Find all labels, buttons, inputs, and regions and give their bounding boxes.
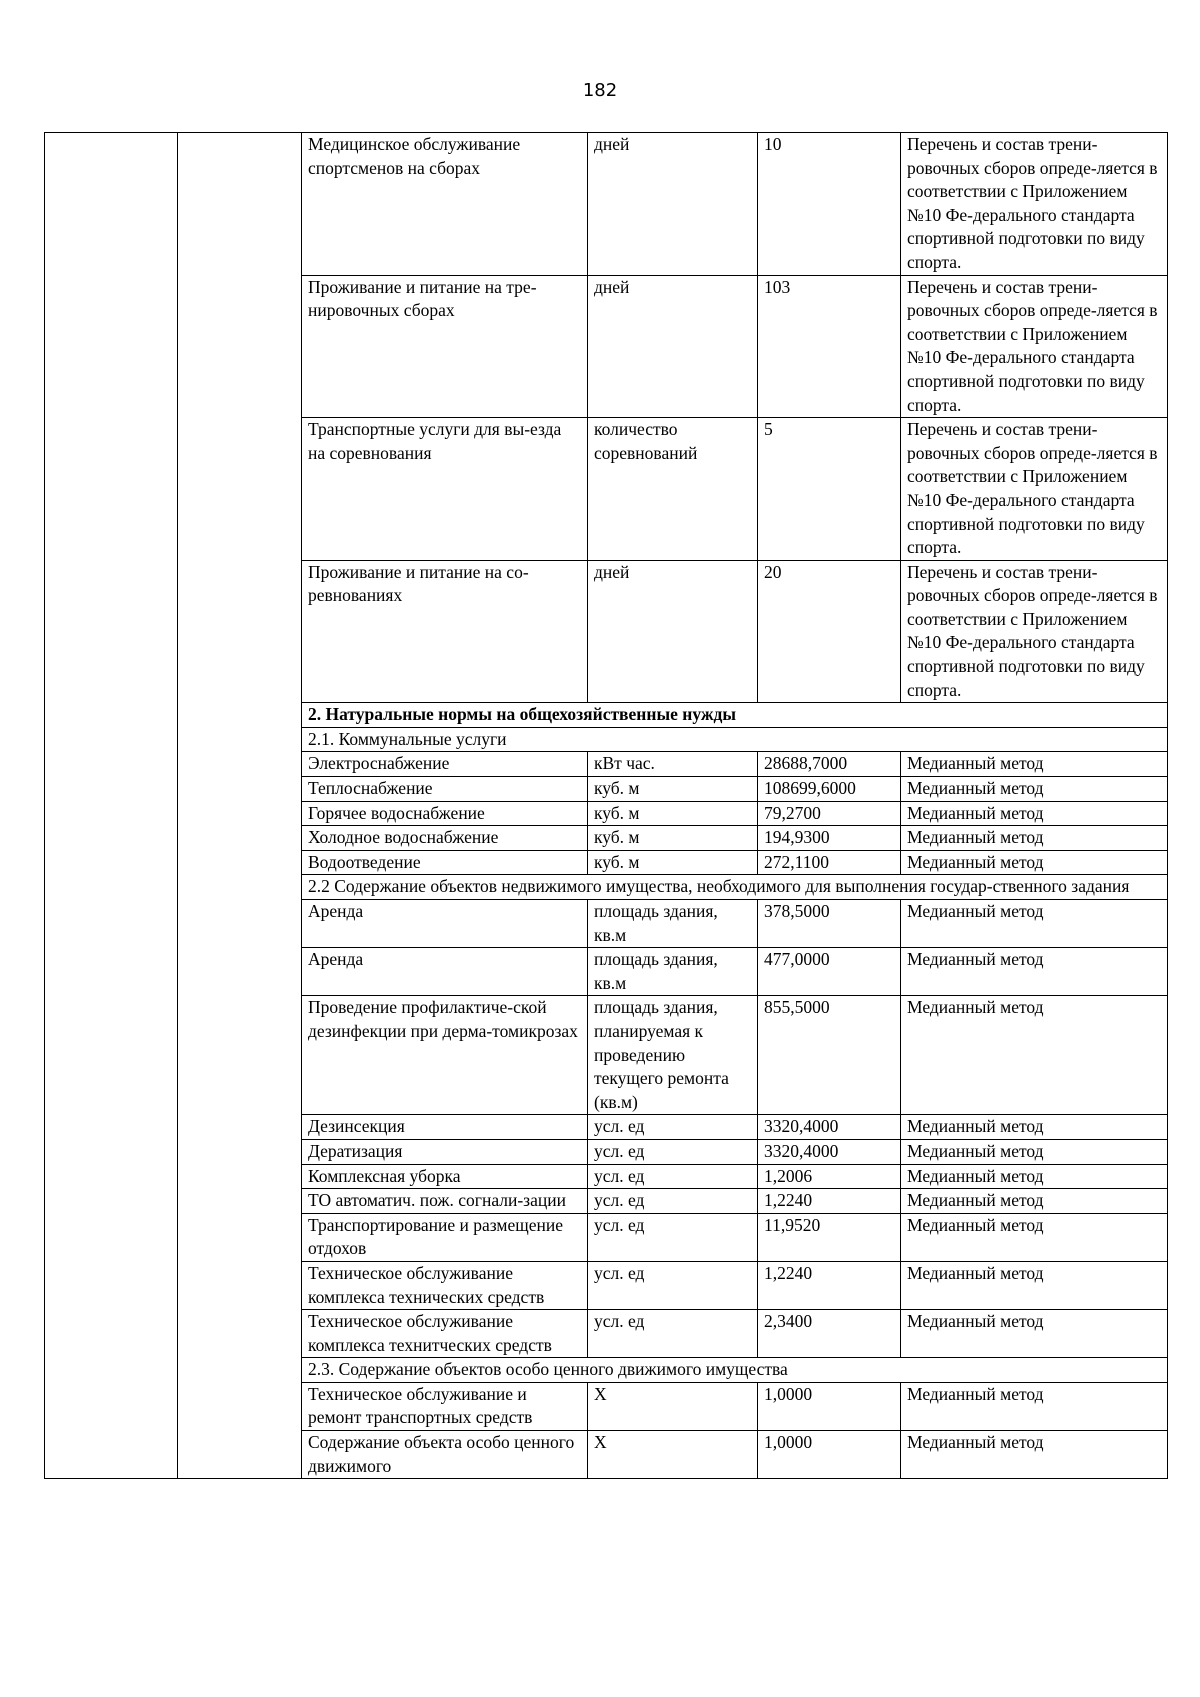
row-method: Медианный метод [901,948,1168,996]
row-unit: дней [588,133,758,276]
row-unit: площадь здания, планируемая к проведению текущего ремонта (кв.м) [588,996,758,1115]
row-unit: куб. м [588,801,758,826]
row-unit: площадь здания, кв.м [588,948,758,996]
row-value: 3320,4000 [758,1139,901,1164]
row-value: 1,0000 [758,1382,901,1430]
row-value: 1,2240 [758,1189,901,1214]
row-method: Медианный метод [901,826,1168,851]
row-unit: усл. ед [588,1139,758,1164]
row-unit: усл. ед [588,1213,758,1261]
row-name: Аренда [302,948,588,996]
row-method: Медианный метод [901,850,1168,875]
row-value: 108699,6000 [758,777,901,802]
row-unit: усл. ед [588,1310,758,1358]
row-name: ТО автоматич. пож. согнали-зации [302,1189,588,1214]
row-name: Проведение профилактиче-ской дезинфекции при дерма-томикрозах [302,996,588,1115]
row-method: Медианный метод [901,1261,1168,1309]
row-value: 2,3400 [758,1310,901,1358]
row-method: Медианный метод [901,801,1168,826]
row-unit: количество соревнований [588,418,758,561]
row-value: 272,1100 [758,850,901,875]
left-margin-cell [45,133,178,1479]
row-method: Медианный метод [901,1115,1168,1140]
subsection-2-1-title: 2.1. Коммунальные услуги [302,727,1168,752]
row-value: 11,9520 [758,1213,901,1261]
row-method: Медианный метод [901,996,1168,1115]
row-method: Медианный метод [901,1382,1168,1430]
row-name: Электроснабжение [302,752,588,777]
row-unit: усл. ед [588,1164,758,1189]
row-unit: Х [588,1382,758,1430]
row-value: 477,0000 [758,948,901,996]
row-value: 855,5000 [758,996,901,1115]
row-name: Техническое обслуживание комплекса технитческих средств [302,1310,588,1358]
row-unit: усл. ед [588,1261,758,1309]
row-unit: дней [588,560,758,703]
row-method: Перечень и состав трени-ровочных сборов опреде-ляется в соответствии с Приложением №10 Фе-дерального стандарта спортивной подготовки по виду спорта. [901,560,1168,703]
row-value: 28688,7000 [758,752,901,777]
row-name: Комплексная уборка [302,1164,588,1189]
row-value: 3320,4000 [758,1115,901,1140]
row-unit: усл. ед [588,1115,758,1140]
row-value: 1,2240 [758,1261,901,1309]
row-unit: усл. ед [588,1189,758,1214]
row-name: Аренда [302,900,588,948]
row-unit: куб. м [588,777,758,802]
row-value: 1,0000 [758,1431,901,1479]
row-value: 194,9300 [758,826,901,851]
second-margin-cell [178,133,302,1479]
row-method: Медианный метод [901,777,1168,802]
row-value: 79,2700 [758,801,901,826]
row-name: Горячее водоснабжение [302,801,588,826]
row-name: Холодное водоснабжение [302,826,588,851]
row-value: 378,5000 [758,900,901,948]
row-method: Медианный метод [901,1139,1168,1164]
row-unit: кВт час. [588,752,758,777]
subsection-2-2-title: 2.2 Содержание объектов недвижимого имущества, необходимого для выполнения государ-ственного задания [302,875,1168,900]
row-method: Медианный метод [901,1310,1168,1358]
row-value: 1,2006 [758,1164,901,1189]
row-value: 20 [758,560,901,703]
row-name: Дезинсекция [302,1115,588,1140]
row-name: Теплоснабжение [302,777,588,802]
row-name: Дератизация [302,1139,588,1164]
section-2-title: 2. Натуральные нормы на общехозяйственные нужды [302,703,1168,728]
row-name: Транспортирование и размещение отдохов [302,1213,588,1261]
row-method: Перечень и состав трени-ровочных сборов опреде-ляется в соответствии с Приложением №10 Фе-дерального стандарта спортивной подготовки по виду спорта. [901,133,1168,276]
page-number: 182 [582,80,618,101]
row-method: Медианный метод [901,752,1168,777]
row-name: Содержание объекта особо ценного движимого [302,1431,588,1479]
row-unit: дней [588,275,758,418]
row-name: Техническое обслуживание и ремонт транспортных средств [302,1382,588,1430]
row-method: Медианный метод [901,1164,1168,1189]
row-method: Перечень и состав трени-ровочных сборов опреде-ляется в соответствии с Приложением №10 Фе-дерального стандарта спортивной подготовки по виду спорта. [901,275,1168,418]
row-value: 5 [758,418,901,561]
row-name: Медицинское обслуживание спортсменов на сборах [302,133,588,276]
row-value: 10 [758,133,901,276]
subsection-2-3-title: 2.3. Содержание объектов особо ценного движимого имущества [302,1358,1168,1383]
row-unit: куб. м [588,826,758,851]
row-name: Транспортные услуги для вы-езда на соревнования [302,418,588,561]
row-name: Техническое обслуживание комплекса технических средств [302,1261,588,1309]
row-method: Перечень и состав трени-ровочных сборов опреде-ляется в соответствии с Приложением №10 Фе-дерального стандарта спортивной подготовки по виду спорта. [901,418,1168,561]
norms-table [44,132,1168,1479]
row-method: Медианный метод [901,900,1168,948]
table-row [45,133,1168,276]
row-name: Проживание и питание на со-ревнованиях [302,560,588,703]
row-unit: площадь здания, кв.м [588,900,758,948]
row-unit: куб. м [588,850,758,875]
row-method: Медианный метод [901,1189,1168,1214]
row-method: Медианный метод [901,1431,1168,1479]
row-unit: Х [588,1431,758,1479]
row-name: Проживание и питание на тре-нировочных сборах [302,275,588,418]
row-value: 103 [758,275,901,418]
row-name: Водоотведение [302,850,588,875]
row-method: Медианный метод [901,1213,1168,1261]
